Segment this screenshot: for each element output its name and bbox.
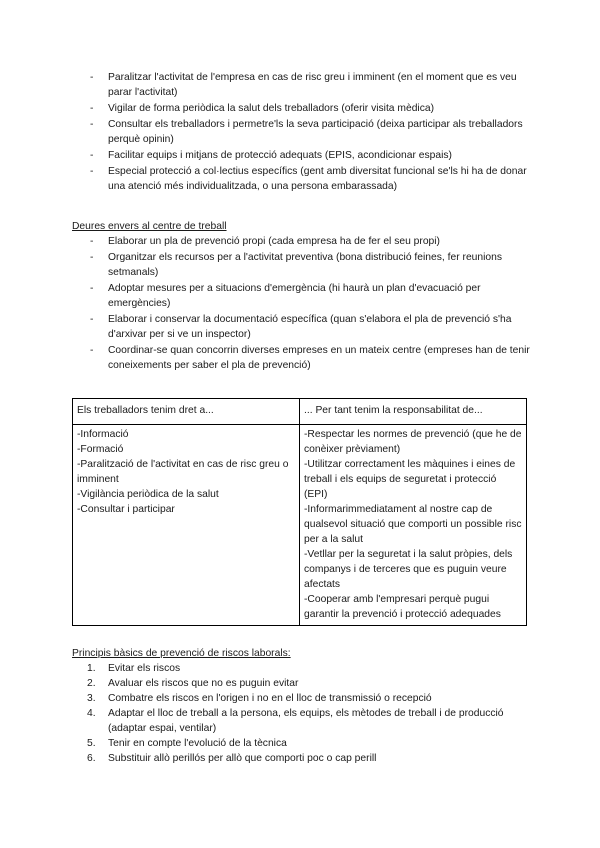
item-text: Tenir en compte l'evolució de la tècnica xyxy=(108,738,287,749)
obligations-list xyxy=(90,70,535,195)
list-item xyxy=(87,661,535,676)
table-header-row xyxy=(73,399,527,425)
principles-list xyxy=(87,661,535,766)
table-cell-item: -Utilitzar correctament les màquines i eines de treball i els equips de seguretat i protecció (EPI) xyxy=(304,459,516,500)
item-text: Adaptar el lloc de treball a la persona, els equips, els mètodes de treball i de producció (adaptar espai, ventilar) xyxy=(108,708,504,734)
list-item: - Especial protecció a col·lectius específics (gent amb diversitat funcional se'ls hi ha de donar una atenció més individualitzada, o una persona embarassada) xyxy=(90,164,535,194)
table-cell-item: -Consultar i participar xyxy=(77,504,175,515)
item-number: 6. xyxy=(87,753,96,764)
workplace-duties-list xyxy=(90,234,535,374)
item-number: 4. xyxy=(87,708,96,719)
item-text: Evitar els riscos xyxy=(108,663,181,674)
list-item: - Facilitar equips i mitjans de protecció adequats (EPIS, acondicionar espais) xyxy=(90,148,535,163)
list-item: - Consultar els treballadors i permetre'ls la seva participació (deixa participar als treballadors perquè opinin) xyxy=(90,117,535,147)
table-cell-item: -Informarimmediatament al nostre cap de qualsevol situació que comporti un possible risc per a la salut xyxy=(304,504,522,545)
item-text: Substituir allò perillós per allò que comporti poc o cap perill xyxy=(108,753,377,764)
list-item: - Organitzar els recursos per a l'activitat preventiva (bona distribució feines, fer reunions setmanals) xyxy=(90,250,535,280)
table-cell-item: -Paralització de l'activitat en cas de risc greu o imminent xyxy=(77,459,289,485)
list-item xyxy=(87,706,535,736)
list-item: - Vigilar de forma periòdica la salut dels treballadors (oferir visita mèdica) xyxy=(90,101,535,116)
table-cell-item: -Informació xyxy=(77,429,129,440)
table-cell-item: -Vetllar per la seguretat i la salut pròpies, dels companys i de terceres que es puguin veure afectats xyxy=(304,549,513,590)
list-item xyxy=(87,736,535,751)
section-heading-workplace-duties: Deures envers al centre de treball xyxy=(72,221,227,232)
item-number: 3. xyxy=(87,693,96,704)
item-number: 2. xyxy=(87,678,96,689)
item-text: Combatre els riscos en l'origen i no en el lloc de transmissió o recepció xyxy=(108,693,432,704)
list-item: - Paralitzar l'activitat de l'empresa en cas de risc greu i imminent (en el moment que es veu parar l'activitat) xyxy=(90,70,535,100)
list-item: - Elaborar i conservar la documentació específica (quan s'elabora el pla de prevenció s'ha d'arxivar per si ve un inspector) xyxy=(90,312,535,342)
table-cell-item: -Formació xyxy=(77,444,124,455)
list-item: - Adoptar mesures per a situacions d'emergència (hi haurà un plan d'evacuació per emergències) xyxy=(90,281,535,311)
table-cell-item: -Cooperar amb l'empresari perquè pugui garantir la prevenció i protecció adequades xyxy=(304,594,501,620)
list-item: - Coordinar-se quan concorrin diverses empreses en un mateix centre (empreses han de tenir coneixements per saber el pla de prevenció) xyxy=(90,343,535,373)
rights-cell xyxy=(73,425,300,626)
section-heading-basic-principles: Principis bàsics de prevenció de riscos laborals: xyxy=(72,648,291,659)
list-item: - Elaborar un pla de prevenció propi (cada empresa ha de fer el seu propi) xyxy=(90,234,535,249)
table-header-rights: Els treballadors tenim dret a... xyxy=(73,399,300,425)
table-row xyxy=(73,425,527,626)
list-item xyxy=(87,676,535,691)
table-cell-item: -Vigilància periòdica de la salut xyxy=(77,489,219,500)
list-item xyxy=(87,691,535,706)
list-item xyxy=(87,751,535,766)
item-number: 1. xyxy=(87,663,96,674)
rights-responsibilities-table xyxy=(72,398,527,626)
responsibilities-cell xyxy=(300,425,527,626)
item-text: Avaluar els riscos que no es puguin evitar xyxy=(108,678,299,689)
item-number: 5. xyxy=(87,738,96,749)
table-header-responsibilities: ... Per tant tenim la responsabilitat de... xyxy=(300,399,527,425)
table-cell-item: -Respectar les normes de prevenció (que he de conèixer prèviament) xyxy=(304,429,522,455)
